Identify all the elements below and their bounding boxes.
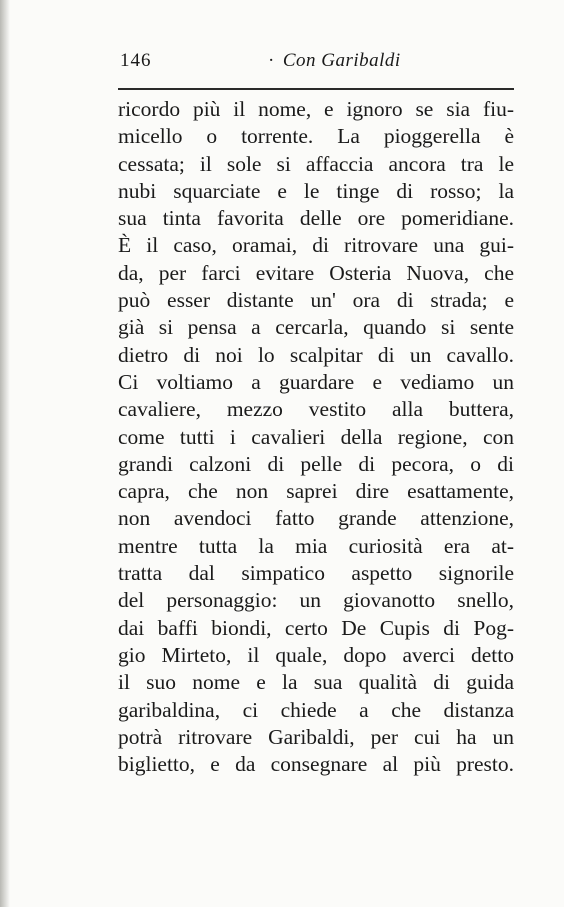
text-line: Ci voltiamo a guardare e vediamo un bbox=[118, 369, 514, 394]
text-line: ricordo più il nome, e ignoro se sia fiu- bbox=[118, 97, 514, 121]
body-text bbox=[118, 96, 514, 778]
text-line: È il caso, oramai, di ritrovare una gui- bbox=[118, 233, 514, 258]
text-line: come tutti i cavalieri della regione, con bbox=[118, 424, 514, 449]
text-line: del personaggio: un giovanotto snello, bbox=[118, 588, 514, 613]
text-line: grandi calzoni di pelle di pecora, o di bbox=[118, 451, 514, 476]
text-line: dietro di noi lo scalpitar di un cavallo. bbox=[118, 342, 514, 367]
text-line: tratta dal simpatico aspetto signorile bbox=[118, 561, 514, 586]
text-line: potrà ritrovare Garibaldi, per cui ha un bbox=[118, 724, 514, 749]
text-line: biglietto, e da consegnare al più presto. bbox=[118, 752, 514, 777]
running-head bbox=[268, 50, 401, 72]
text-line: già si pensa a cercarla, quando si sente bbox=[118, 315, 514, 340]
text-line: dai baffi biondi, certo De Cupis di Pog- bbox=[118, 615, 514, 640]
page-edge-shadow bbox=[0, 0, 10, 907]
running-head-title: Con Garibaldi bbox=[282, 50, 401, 71]
text-line: cavaliere, mezzo vestito alla buttera, bbox=[118, 397, 514, 422]
text-line: da, per farci evitare Osteria Nuova, che bbox=[118, 260, 514, 285]
text-line: non avendoci fatto grande attenzione, bbox=[118, 506, 514, 531]
page-header bbox=[118, 50, 514, 74]
text-line: nubi squarciate e le tinge di rosso; la bbox=[118, 178, 514, 203]
text-line: capra, che non saprei dire esattamente, bbox=[118, 479, 514, 504]
text-line: può esser distante un' ora di strada; e bbox=[118, 288, 514, 313]
text-line: sua tinta favorita delle ore pomeridiane. bbox=[118, 206, 514, 231]
text-line: il suo nome e la sua qualità di guida bbox=[118, 670, 514, 695]
text-line: cessata; il sole si affaccia ancora tra le bbox=[118, 151, 514, 176]
text-line: mentre tutta la mia curiosità era at- bbox=[118, 533, 514, 558]
text-line: micello o torrente. La pioggerella è bbox=[118, 124, 514, 149]
text-line: garibaldina, ci chiede a che distanza bbox=[118, 697, 514, 722]
header-rule bbox=[118, 88, 514, 90]
header-dot: · bbox=[268, 50, 275, 71]
page-number: 146 bbox=[120, 50, 152, 71]
text-line: gio Mirteto, il quale, dopo averci detto bbox=[118, 642, 514, 667]
